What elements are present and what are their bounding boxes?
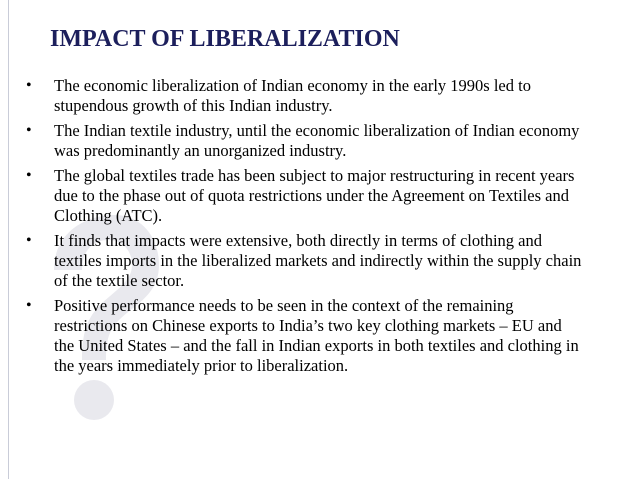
- bullet-item: [24, 166, 584, 226]
- bullet-item: [24, 231, 584, 291]
- bullet-item: [24, 296, 584, 376]
- bullet-dot: •: [26, 297, 32, 314]
- bullet-text: The economic liberalization of Indian economy in the early 1990s led to stupendous growth of this Indian industry.: [54, 76, 531, 115]
- bullet-text: Positive performance needs to be seen in the context of the remaining restrictions on Chinese exports to India’s two key clothing markets – EU and the United States – and the fall in Indian exports in both textiles and clothing in the years immediately prior to liberalization.: [54, 296, 579, 375]
- bullet-item: [24, 121, 584, 161]
- slide-left-border: [8, 0, 9, 479]
- bullet-dot: •: [26, 77, 32, 94]
- slide-title: IMPACT OF LIBERALIZATION: [50, 26, 400, 52]
- bullet-text: The global textiles trade has been subject to major restructuring in recent years due to the phase out of quota restrictions under the Agreement on Textiles and Clothing (ATC).: [54, 166, 575, 225]
- bullet-dot: •: [26, 122, 32, 139]
- bullet-item: [24, 76, 584, 116]
- bullet-text: It finds that impacts were extensive, both directly in terms of clothing and textiles imports in the liberalized markets and indirectly within the supply chain of the textile sector.: [54, 231, 582, 290]
- bullet-dot: •: [26, 232, 32, 249]
- bullet-list: [24, 76, 584, 381]
- bullet-text: The Indian textile industry, until the economic liberalization of Indian economy was predominantly an unorganized industry.: [54, 121, 580, 160]
- bullet-dot: •: [26, 167, 32, 184]
